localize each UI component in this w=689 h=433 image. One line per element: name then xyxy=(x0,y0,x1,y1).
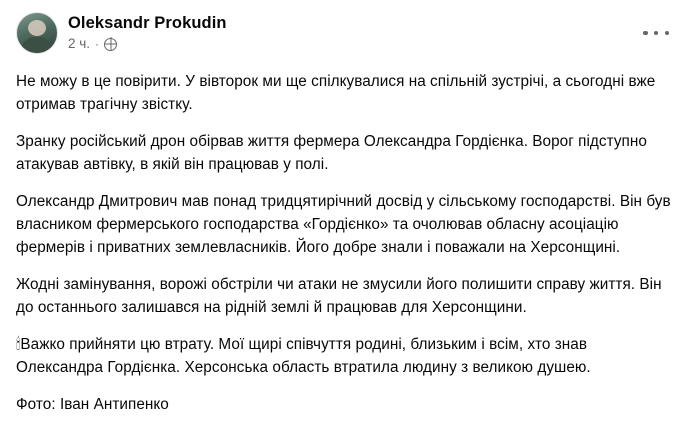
post-photo-credit: Фото: Іван Антипенко xyxy=(16,396,169,413)
more-options-icon[interactable] xyxy=(643,26,669,40)
post-paragraph-condolences: 🕯Важко прийняти цю втрату. Мої щирі співчуття родині, близьким і всім, хто знав Олександра Гордієнка. Херсонська область втратила людину з великою душею. xyxy=(16,336,591,376)
post-paragraph: Жодні замінування, ворожі обстріли чи атаки не змусили його полишити справу життя. Він до останнього залишався на рідній землі й працював для Херсонщини. xyxy=(16,276,662,316)
avatar[interactable] xyxy=(16,12,58,54)
post-timestamp[interactable]: 2 ч. xyxy=(68,36,91,51)
meta-separator: · xyxy=(95,37,100,51)
post-paragraph: Зранку російський дрон обірвав життя фермера Олександра Гордієнка. Ворог підступно атакував автівку, в якій він працював у полі. xyxy=(16,133,647,173)
globe-icon xyxy=(104,38,117,51)
dot-2 xyxy=(654,31,659,36)
post-author-name[interactable]: Oleksandr Prokudin xyxy=(68,14,227,32)
post-author-block xyxy=(68,12,227,53)
post-meta xyxy=(68,35,227,53)
post-paragraph: Не можу в це повірити. У вівторок ми ще спілкувалися на спільній зустрічі, а сьогодні вже отримав трагічну звістку. xyxy=(16,73,656,113)
dot-3 xyxy=(665,31,670,36)
post-paragraph: Олександр Дмитрович мав понад тридцятирічний досвід у сільському господарстві. Він був власником фермерського господарства «Гордієнко» та очолював обласну асоціацію фермерів і приватних землевласників. Його добре знали і поважали на Херсонщині. xyxy=(16,193,671,256)
dot-1 xyxy=(643,31,648,36)
post-body xyxy=(16,70,673,416)
post-header xyxy=(16,12,673,60)
